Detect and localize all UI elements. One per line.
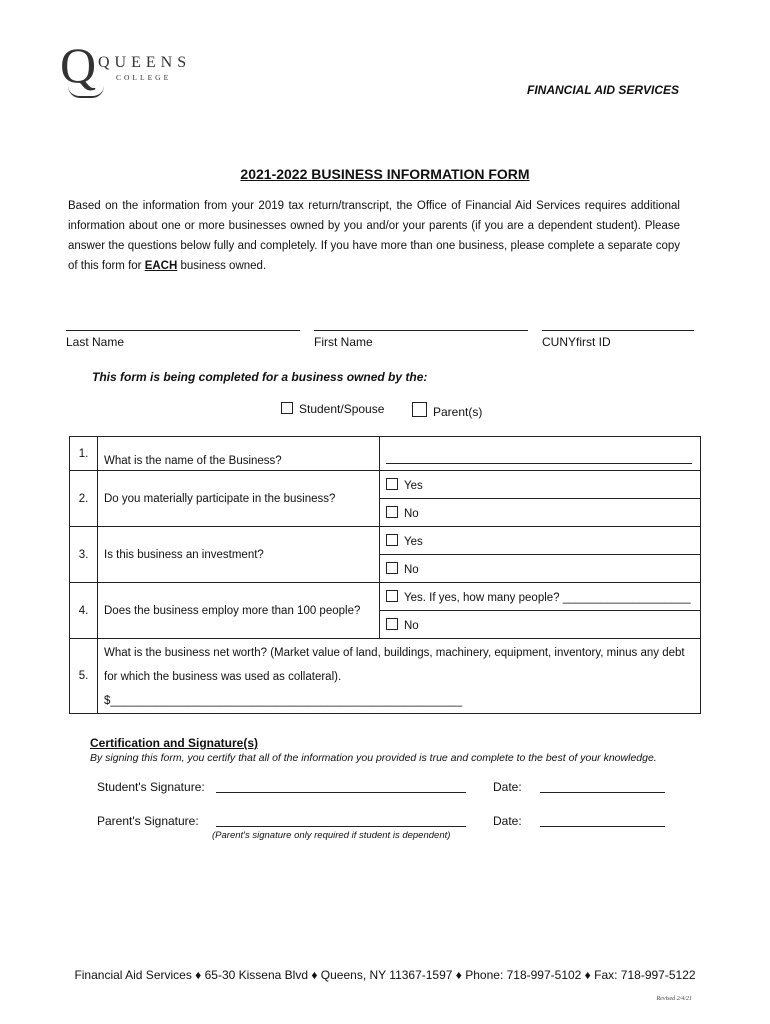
first-name-field[interactable]: [314, 330, 528, 331]
checkbox-icon[interactable]: [281, 402, 293, 414]
intro-text-end: business owned.: [177, 260, 267, 272]
question-text: Is this business an investment?: [98, 527, 380, 583]
intro-text: Based on the information from your 2019 tax return/transcript, the Office of Financial Aid Services requires additional information about one or more businesses owned by you and/or your parents (if you are a dependent student). Please answer the questions below fully and completely. If you have more than one business, please complete a separate copy of this form for: [68, 200, 680, 272]
student-spouse-option[interactable]: [281, 402, 384, 416]
intro-emphasis: EACH: [144, 260, 178, 272]
table-row: [70, 527, 701, 555]
footer-contact: Financial Aid Services ♦ 65-30 Kissena Blvd ♦ Queens, NY 11367-1597 ♦ Phone: 718-997-5102 ♦ Fax: 718-997-5122: [74, 968, 696, 982]
parent-signature-field[interactable]: [216, 826, 466, 827]
logo-college-text: COLLEGE: [116, 73, 172, 82]
department-header: FINANCIAL AID SERVICES: [526, 83, 679, 97]
last-name-label: Last Name: [66, 335, 125, 349]
question-number: 4.: [70, 583, 98, 639]
no-label: No: [404, 507, 419, 520]
checkbox-icon[interactable]: [386, 562, 398, 574]
business-name-line[interactable]: [386, 453, 692, 464]
checkbox-icon[interactable]: [386, 618, 398, 630]
checkbox-icon[interactable]: [386, 534, 398, 546]
net-worth-question[interactable]: [98, 639, 701, 714]
answer-yes[interactable]: [380, 471, 701, 499]
table-row: [70, 583, 701, 611]
first-name-label: First Name: [314, 335, 373, 349]
yes-label: Yes: [404, 479, 423, 492]
certification-text: By signing this form, you certify that all of the information you provided is true and complete to the best of your knowledge.: [90, 752, 657, 764]
question-text-cont: for which the business was used as collateral). $_______________________________________________________: [104, 671, 463, 707]
question-number: 5.: [70, 639, 98, 714]
parent-signature-label: Parent's Signature:: [97, 814, 199, 828]
questions-table: [69, 436, 701, 714]
revised-date: Revised 2/4/21: [656, 996, 692, 1002]
parent-date-label: Date:: [493, 814, 522, 828]
student-date-label: Date:: [493, 780, 522, 794]
checkbox-icon[interactable]: [386, 506, 398, 518]
queens-college-logo: [60, 37, 200, 96]
cunyfirst-id-label: CUNYfirst ID: [542, 335, 611, 349]
question-number: 2.: [70, 471, 98, 527]
answer-no[interactable]: [380, 499, 701, 527]
table-row: [70, 639, 701, 714]
checkbox-icon[interactable]: [412, 402, 427, 417]
answer-yes-count[interactable]: [380, 583, 701, 611]
student-signature-label: Student's Signature:: [97, 780, 205, 794]
question-text: Does the business employ more than 100 people?: [98, 583, 380, 639]
student-signature-field[interactable]: [216, 792, 466, 793]
parent-date-field[interactable]: [540, 826, 665, 827]
certification-title: Certification and Signature(s): [90, 736, 259, 750]
parents-option[interactable]: [412, 402, 482, 419]
answer-no[interactable]: [380, 555, 701, 583]
owned-by-prompt: This form is being completed for a business owned by the:: [92, 370, 428, 384]
table-row: [70, 437, 701, 471]
last-name-field[interactable]: [66, 330, 300, 331]
question-number: 3.: [70, 527, 98, 583]
table-row: [70, 471, 701, 499]
form-title: 2021-2022 BUSINESS INFORMATION FORM: [240, 166, 530, 182]
yes-label: Yes: [404, 535, 423, 548]
student-date-field[interactable]: [540, 792, 665, 793]
parents-label: Parent(s): [433, 405, 483, 419]
checkbox-icon[interactable]: [386, 590, 398, 602]
logo-queens-text: QUEENS: [98, 54, 192, 71]
answer-yes[interactable]: [380, 527, 701, 555]
question-number: 1.: [70, 437, 98, 471]
no-label: No: [404, 619, 419, 632]
question-text: Do you materially participate in the business?: [98, 471, 380, 527]
business-name-answer[interactable]: [380, 437, 701, 471]
checkbox-icon[interactable]: [386, 478, 398, 490]
question-text: What is the name of the Business?: [98, 437, 380, 471]
student-spouse-label: Student/Spouse: [299, 402, 385, 416]
question-text: What is the business net worth? (Market value of land, buildings, machinery, equipment, inventory, minus any debt: [104, 647, 685, 659]
parent-signature-note: (Parent's signature only required if student is dependent): [212, 830, 451, 841]
logo-q-tail: [68, 86, 104, 98]
answer-no[interactable]: [380, 611, 701, 639]
no-label: No: [404, 563, 419, 576]
yes-count-label: Yes. If yes, how many people? ____________________: [404, 591, 691, 604]
logo-q: Q: [60, 37, 97, 93]
intro-paragraph: [68, 196, 680, 276]
cunyfirst-id-field[interactable]: [542, 330, 694, 331]
